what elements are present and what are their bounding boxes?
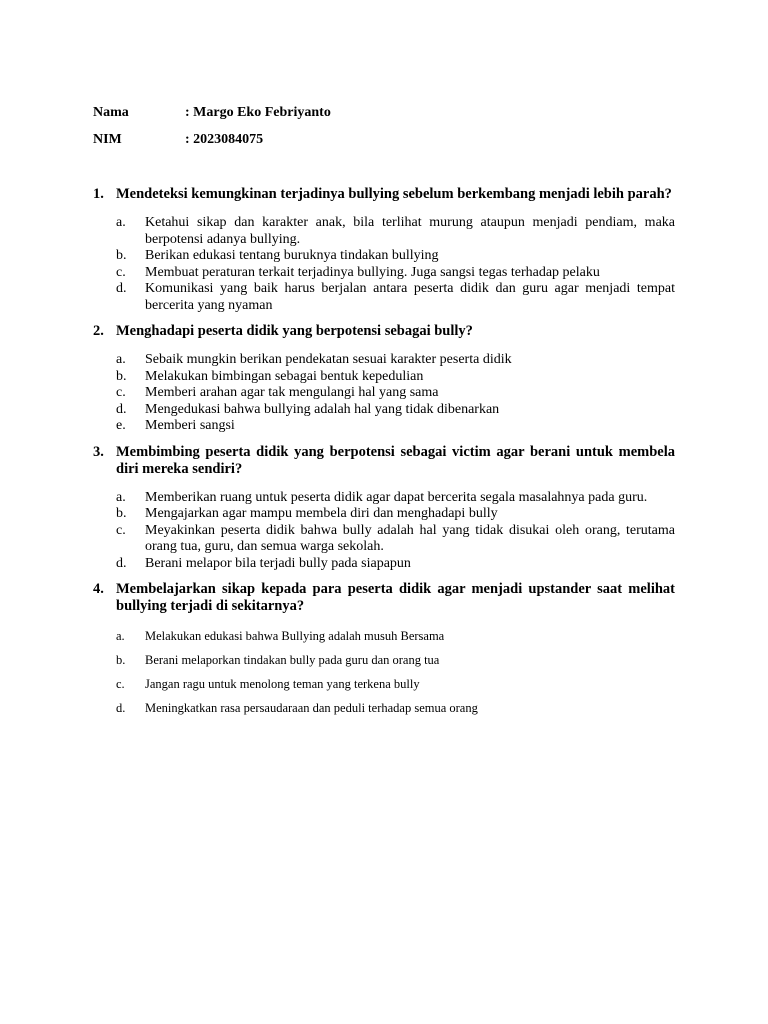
answer-text: Meningkatkan rasa persaudaraan dan peduli terhadap semua orang [145, 701, 478, 715]
question-number: 3. [93, 443, 104, 460]
answer-list [116, 215, 675, 314]
answer-letter: d. [116, 401, 127, 417]
question-2 [93, 323, 675, 435]
question-text: Mendeteksi kemungkinan terjadinya bullying sebelum berkembang menjadi lebih parah? [116, 186, 672, 202]
answer-text: Berani melapor bila terjadi bully pada siapapun [145, 555, 411, 571]
answer-letter: a. [116, 215, 126, 230]
answer-item [116, 418, 675, 435]
answer-item [116, 281, 675, 314]
answer-text: Memberikan ruang untuk peserta didik agar dapat bercerita segala masalahnya pada guru. [145, 489, 648, 505]
answer-letter: e. [116, 418, 126, 433]
question-3 [93, 444, 675, 573]
name-row [93, 104, 331, 131]
answer-item [116, 248, 675, 265]
answer-item [116, 629, 675, 644]
answer-letter: c. [116, 385, 126, 400]
answer-item [116, 653, 675, 668]
answer-text: Komunikasi yang baik harus berjalan antara peserta didik dan guru agar menjadi tempat bercerita yang nyaman [145, 281, 675, 313]
answer-letter: b. [116, 368, 127, 384]
nim-label: NIM [93, 132, 122, 147]
answer-list [116, 629, 675, 716]
answer-letter: a. [116, 629, 125, 643]
nim-row [93, 131, 331, 158]
answer-text: Mengajarkan agar mampu membela diri dan menghadapi bully [145, 506, 498, 521]
question-1 [93, 186, 675, 314]
answer-letter: d. [116, 555, 127, 571]
answer-text: Ketahui sikap dan karakter anak, bila terlihat murung ataupun menjadi pendiam, maka berpotensi adanya bullying. [145, 215, 675, 247]
answer-letter: d. [116, 701, 126, 715]
answer-letter: a. [116, 352, 126, 367]
answer-text: Membuat peraturan terkait terjadinya bullying. Juga sangsi tegas terhadap pelaku [145, 264, 600, 280]
answer-item [116, 556, 675, 573]
question-heading [93, 323, 675, 340]
question-text: Membelajarkan sikap kepada para peserta didik agar menjadi upstander saat melihat bullying terjadi di sekitarnya? [116, 581, 675, 614]
answer-item [116, 701, 675, 716]
answer-text: Memberi arahan agar tak mengulangi hal yang sama [145, 385, 439, 400]
answer-text: Meyakinkan peserta didik bahwa bully adalah hal yang tidak disukai oleh orang, terutama orang tua, guru, dan semua warga sekolah. [145, 522, 675, 554]
answer-letter: b. [116, 506, 127, 521]
answer-letter: a. [116, 489, 126, 505]
question-number: 1. [93, 186, 104, 202]
nim-value: : 2023084075 [185, 132, 264, 147]
answer-item [116, 523, 675, 556]
answer-item [116, 402, 675, 419]
answer-letter: c. [116, 522, 126, 538]
name-label: Nama [93, 105, 129, 120]
answer-text: Berikan edukasi tentang buruknya tindakan bullying [145, 248, 439, 263]
answer-letter: b. [116, 248, 127, 263]
question-list [93, 186, 675, 725]
question-heading [93, 186, 675, 203]
answer-text: Berani melaporkan tindakan bully pada guru dan orang tua [145, 653, 440, 667]
answer-text: Memberi sangsi [145, 418, 235, 433]
answer-letter: c. [116, 264, 126, 280]
answer-list [116, 490, 675, 573]
answer-letter: d. [116, 281, 127, 296]
answer-item [116, 369, 675, 386]
student-info [93, 104, 331, 158]
answer-item [116, 490, 675, 507]
question-number: 2. [93, 323, 104, 339]
question-heading [93, 444, 675, 478]
question-text: Membimbing peserta didik yang berpotensi sebagai victim agar berani untuk membela diri mereka sendiri? [116, 443, 675, 477]
answer-text: Melakukan bimbingan sebagai bentuk kepedulian [145, 368, 424, 384]
answer-text: Jangan ragu untuk menolong teman yang terkena bully [145, 677, 420, 691]
answer-item [116, 265, 675, 282]
answer-item [116, 506, 675, 523]
answer-item [116, 215, 675, 248]
question-number: 4. [93, 581, 104, 597]
answer-item [116, 385, 675, 402]
answer-letter: c. [116, 677, 125, 691]
answer-list [116, 352, 675, 435]
question-4 [93, 581, 675, 716]
name-value: : Margo Eko Febriyanto [185, 105, 331, 120]
question-heading [93, 581, 675, 615]
answer-item [116, 677, 675, 692]
answer-letter: b. [116, 653, 126, 667]
answer-text: Melakukan edukasi bahwa Bullying adalah musuh Bersama [145, 629, 445, 643]
answer-item [116, 352, 675, 369]
question-text: Menghadapi peserta didik yang berpotensi sebagai bully? [116, 323, 473, 339]
answer-text: Sebaik mungkin berikan pendekatan sesuai karakter peserta didik [145, 352, 512, 367]
answer-text: Mengedukasi bahwa bullying adalah hal yang tidak dibenarkan [145, 401, 500, 417]
